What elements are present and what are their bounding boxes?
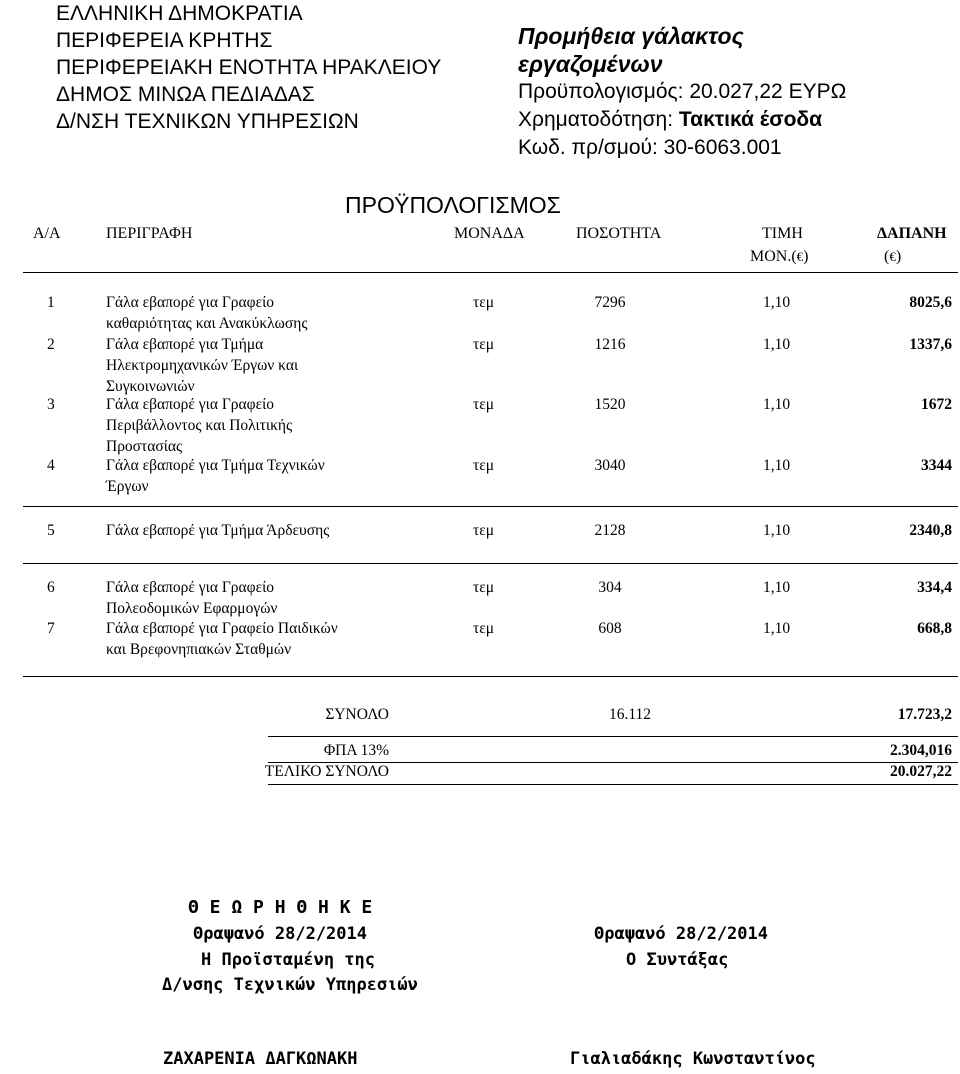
desc-line: Γάλα εβαπορέ για Γραφείο (106, 579, 275, 596)
row-rule (23, 506, 958, 507)
right-place-date: Θραψανό 28/2/2014 (594, 924, 768, 944)
budget-label: Προϋπολογισμός: (518, 80, 690, 103)
row-number: 1 (47, 294, 55, 311)
desc-line: Γάλα εβαπορέ για Τμήμα Άρδευσης (106, 522, 330, 539)
euro-icon: € (889, 249, 896, 264)
cost-close: ) (895, 248, 902, 265)
authority-line: ΠΕΡΙΦΕΡΕΙΑ ΚΡΗΤΗΣ (56, 29, 273, 52)
row-unit: τεμ (473, 294, 495, 311)
project-info (518, 22, 846, 162)
euro-icon: € (796, 249, 804, 264)
row-quantity: 7296 (594, 294, 626, 311)
desc-line: Προστασίας (106, 438, 183, 455)
desc-line: Συγκοινωνιών (106, 378, 195, 395)
project-title-line1: Προμήθεια γάλακτος (518, 23, 744, 49)
header-price: ΤΙΜΗ (762, 225, 803, 242)
document-title: ΠΡΟΫΠΟΛΟΓΙΣΜΟΣ (345, 192, 561, 218)
row-total: 8025,6 (909, 294, 952, 311)
row-price: 1,10 (763, 620, 791, 637)
totals-rule (268, 784, 958, 785)
left-signatory-name: ΖΑΧΑΡΕΝΙΑ ΔΑΓΚΩΝΑΚΗ (163, 1049, 358, 1069)
row-unit: τεμ (473, 396, 495, 413)
price-close: ) (803, 248, 809, 265)
row-quantity: 3040 (594, 457, 626, 474)
row-total: 668,8 (917, 620, 952, 637)
account-label: Κωδ. πρ/σμού: (518, 136, 664, 159)
row-quantity: 608 (598, 620, 622, 637)
header-description: ΠΕΡΙΓΡΑΦΗ (106, 225, 193, 242)
desc-line: Περιβάλλοντος και Πολιτικής (106, 417, 293, 434)
header-quantity: ΠΟΣΟΤΗΤΑ (576, 225, 662, 242)
approved-title: Θ Ε Ω Ρ Η Θ Η Κ Ε (188, 897, 373, 918)
row-total: 2340,8 (909, 522, 952, 539)
row-description (106, 292, 406, 334)
authority-block (56, 0, 441, 135)
row-total: 1337,6 (909, 336, 952, 353)
row-number: 6 (47, 579, 55, 596)
header-cost: ΔΑΠΑΝΗ (877, 225, 947, 242)
header-rule (23, 272, 958, 273)
right-role: Ο Συντάξας (626, 950, 729, 970)
totals-rule (268, 736, 958, 737)
row-description (106, 520, 466, 541)
header-cost-unit (884, 248, 901, 266)
row-total: 3344 (921, 457, 952, 474)
row-price: 1,10 (763, 579, 791, 596)
left-role-line2: Δ/νσης Τεχνικών Υπηρεσιών (162, 975, 418, 995)
row-description (106, 618, 406, 660)
row-unit: τεμ (473, 457, 495, 474)
header-unit: ΜΟΝΑΔΑ (454, 225, 525, 242)
row-total: 334,4 (917, 579, 952, 596)
row-quantity: 304 (598, 579, 622, 596)
row-number: 7 (47, 620, 55, 637)
authority-line: ΔΗΜΟΣ ΜΙΝΩΑ ΠΕΔΙΑΔΑΣ (56, 83, 315, 106)
price-unit-text: ΜΟΝ.( (750, 248, 797, 265)
row-description (106, 577, 406, 619)
row-price: 1,10 (763, 396, 791, 413)
cost-open: ( (884, 248, 890, 265)
desc-line: καθαριότητας και Ανακύκλωσης (106, 315, 308, 332)
row-price: 1,10 (763, 522, 791, 539)
row-unit: τεμ (473, 522, 495, 539)
row-rule (23, 676, 958, 677)
row-description (106, 394, 406, 457)
row-quantity: 1520 (594, 396, 626, 413)
row-price: 1,10 (763, 336, 791, 353)
row-unit: τεμ (473, 620, 495, 637)
row-unit: τεμ (473, 336, 495, 353)
row-unit: τεμ (473, 579, 495, 596)
row-number: 4 (47, 457, 55, 474)
desc-line: Πολεοδομικών Εφαρμογών (106, 600, 278, 617)
row-rule (23, 563, 958, 564)
grand-total-value: 20.027,22 (890, 763, 952, 780)
account-value: 30-6063.001 (663, 136, 782, 159)
right-signatory-name: Γιαλιαδάκης Κωνσταντίνος (570, 1049, 816, 1069)
budget-value: 20.027,22 ΕΥΡΩ (689, 80, 847, 103)
desc-line: Γάλα εβαπορέ για Γραφείο (106, 396, 275, 413)
funding-value: Τακτικά έσοδα (678, 108, 823, 131)
left-role-line1: Η Προϊσταμένη της (201, 950, 375, 970)
desc-line: Γάλα εβαπορέ για Γραφείο Παιδικών (106, 620, 338, 637)
row-description (106, 455, 406, 497)
desc-line: Γάλα εβαπορέ για Τμήμα Τεχνικών (106, 457, 325, 474)
authority-line: ΠΕΡΙΦΕΡΕΙΑΚΗ ΕΝΟΤΗΤΑ ΗΡΑΚΛΕΙΟΥ (56, 56, 442, 79)
subtotal-label: ΣΥΝΟΛΟ (325, 706, 389, 723)
row-quantity: 2128 (594, 522, 626, 539)
row-description (106, 334, 406, 397)
row-price: 1,10 (763, 294, 791, 311)
desc-line: και Βρεφονηπιακών Σταθμών (106, 641, 292, 658)
vat-label: ΦΠΑ 13% (323, 742, 389, 759)
desc-line: Ηλεκτρομηχανικών Έργων και (106, 357, 299, 374)
row-number: 5 (47, 522, 55, 539)
project-title-line2: εργαζομένων (518, 51, 663, 77)
budget-line (518, 78, 846, 106)
row-price: 1,10 (763, 457, 791, 474)
vat-value: 2.304,016 (890, 742, 952, 759)
subtotal-value: 17.723,2 (897, 706, 952, 723)
authority-line: Δ/ΝΣΗ ΤΕΧΝΙΚΩΝ ΥΠΗΡΕΣΙΩΝ (56, 110, 359, 133)
grand-total-label: ΤΕΛΙΚΟ ΣΥΝΟΛΟ (264, 763, 389, 780)
account-line (518, 134, 846, 162)
desc-line: Έργων (106, 478, 149, 495)
header-price-unit (750, 248, 809, 266)
row-total: 1672 (921, 396, 952, 413)
row-number: 2 (47, 336, 55, 353)
funding-line (518, 106, 846, 134)
authority-line: ΕΛΛΗΝΙΚΗ ΔΗΜΟΚΡΑΤΙΑ (56, 2, 303, 25)
row-quantity: 1216 (594, 336, 626, 353)
header-aa: Α/Α (33, 225, 61, 242)
desc-line: Γάλα εβαπορέ για Τμήμα (106, 336, 264, 353)
left-place-date: Θραψανό 28/2/2014 (193, 924, 367, 944)
row-number: 3 (47, 396, 55, 413)
desc-line: Γάλα εβαπορέ για Γραφείο (106, 294, 275, 311)
funding-label: Χρηματοδότηση: (518, 108, 679, 131)
subtotal-quantity: 16.112 (608, 706, 652, 723)
